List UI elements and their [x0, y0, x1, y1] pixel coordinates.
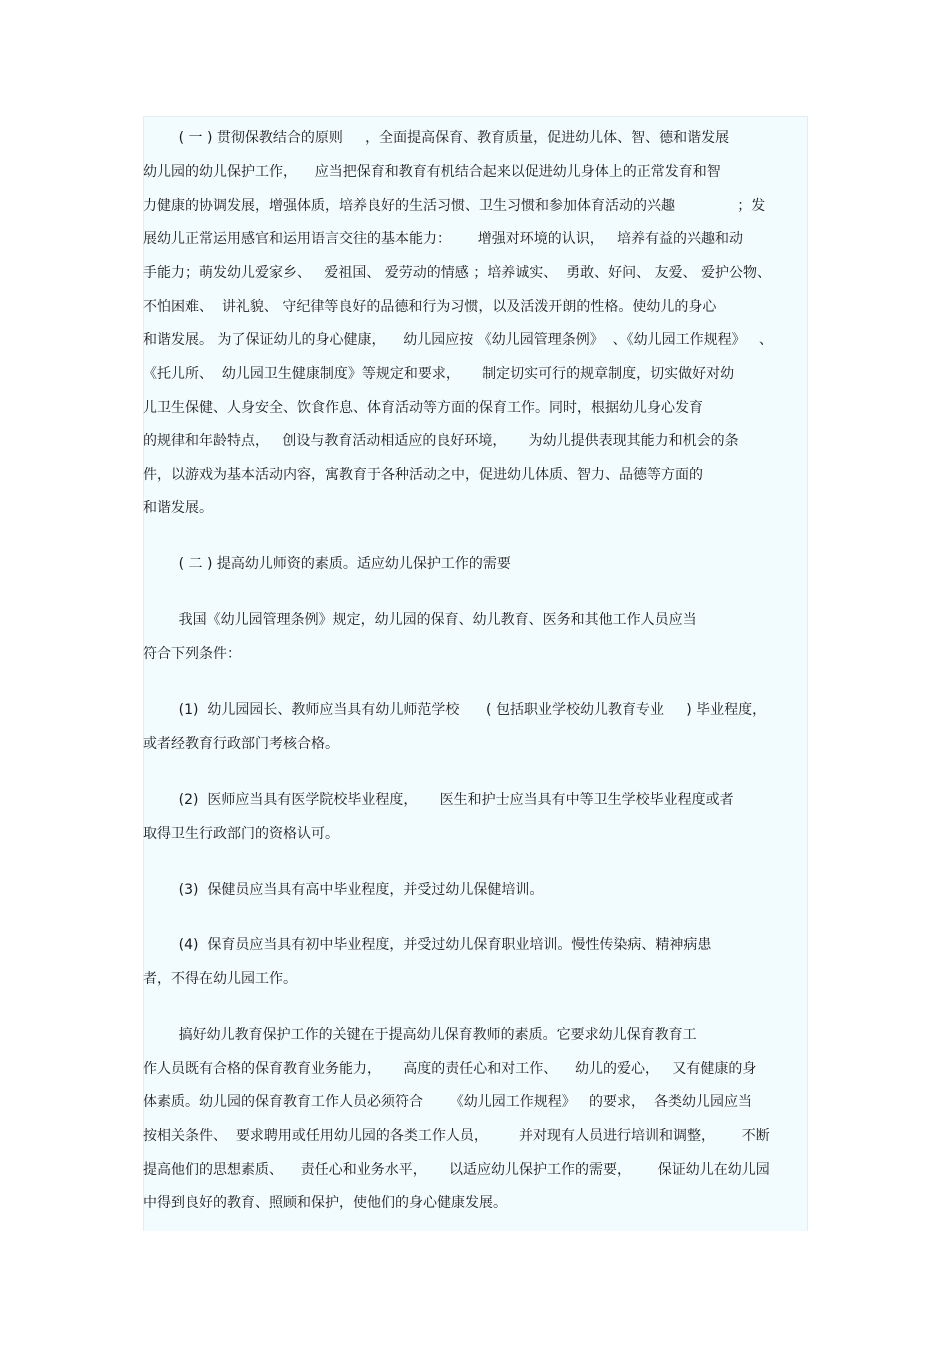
text-line: 搞好幼儿教育保护工作的关键在于提高幼儿保育教师的素质。它要求幼儿保育教育工	[143, 1027, 697, 1043]
text-line: 力健康的协调发展，增强体质，培养良好的生活习惯、卫生习惯和参加体育活动的兴趣 ；发	[143, 198, 766, 214]
text-line: 者，不得在幼儿园工作。	[143, 971, 297, 987]
text-line: 《托儿所、 幼儿园卫生健康制度》等规定和要求， 制定切实可行的规章制度，切实做好对幼	[143, 366, 735, 382]
text-line: 或者经教育行政部门考核合格。	[143, 736, 339, 752]
text-line: 中得到良好的教育、照顾和保护，使他们的身心健康发展。	[143, 1195, 507, 1211]
text-line: 体素质。幼儿园的保育教育工作人员必须符合 《幼儿园工作规程》 的要求， 各类幼儿园应当	[143, 1094, 752, 1110]
text-line: (1) 幼儿园园长、教师应当具有幼儿师范学校 ( 包括职业学校幼儿教育专业 ) 毕业程度，	[143, 702, 767, 718]
text-line: 符合下列条件：	[143, 646, 241, 662]
text-line: 不怕困难、 讲礼貌、 守纪律等良好的品德和行为习惯，以及活泼开朗的性格。使幼儿的身心	[143, 299, 717, 315]
text-line: 按相关条件、 要求聘用或任用幼儿园的各类工作人员， 并对现有人员进行培训和调整， 不断	[143, 1128, 770, 1144]
text-line: 作人员既有合格的保育教育业务能力， 高度的责任心和对工作、 幼儿的爱心， 又有健康的身	[143, 1061, 757, 1077]
text-line: (3) 保健员应当具有高中毕业程度，并受过幼儿保健培训。	[143, 882, 544, 898]
text-line: ( 一 ) 贯彻保教结合的原则 ，全面提高保育、教育质量，促进幼儿体、智、德和谐发展	[143, 130, 730, 146]
text-line: 和谐发展。 为了保证幼儿的身心健康， 幼儿园应按 《幼儿园管理条例》 、《幼儿园工作规程》 、	[143, 332, 773, 348]
text-line: (4) 保育员应当具有初中毕业程度，并受过幼儿保育职业培训。慢性传染病、精神病患	[143, 937, 712, 953]
text-line: 提高他们的思想素质、 责任心和业务水平， 以适应幼儿保护工作的需要， 保证幼儿在幼儿园	[143, 1162, 770, 1178]
text-line: 件，以游戏为基本活动内容，寓教育于各种活动之中，促进幼儿体质、智力、品德等方面的	[143, 467, 703, 483]
section-heading: ( 二 ) 提高幼儿师资的素质。适应幼儿保护工作的需要	[143, 556, 511, 572]
text-line: 手能力；萌发幼儿爱家乡、 爱祖国、 爱劳动的情感 ；培养诚实、 勇敢、好问、 友爱、 爱护公物、	[143, 265, 772, 281]
text-line: 我国《幼儿园管理条例》规定，幼儿园的保育、幼儿教育、医务和其他工作人员应当	[143, 612, 697, 628]
text-line: 的规律和年龄特点， 创设与教育活动相适应的良好环境， 为幼儿提供表现其能力和机会的条	[143, 433, 739, 449]
text-line: 取得卫生行政部门的资格认可。	[143, 826, 339, 842]
text-line: 儿卫生保健、人身安全、饮食作息、体育活动等方面的保育工作。同时，根据幼儿身心发育	[143, 400, 703, 416]
text-line: 和谐发展。	[143, 500, 213, 516]
text-line: 展幼儿正常运用感官和运用语言交往的基本能力： 增强对环境的认识， 培养有益的兴趣和动	[143, 231, 744, 247]
text-line: 幼儿园的幼儿保护工作， 应当把保育和教育有机结合起来以促进幼儿身体上的正常发育和智	[143, 164, 721, 180]
text-line: (2) 医师应当具有医学院校毕业程度， 医生和护士应当具有中等卫生学校毕业程度或者	[143, 792, 734, 808]
